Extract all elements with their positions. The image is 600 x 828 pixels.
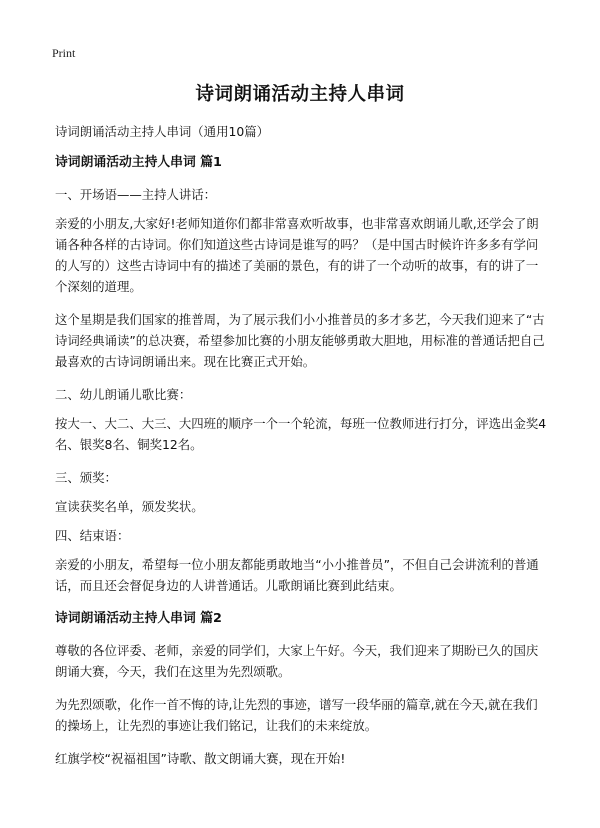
document-body [55, 121, 550, 781]
paragraph: 为先烈颂歌，化作一首不悔的诗,让先烈的事迹，谱写一段华丽的篇章,就在今天,就在我们的操场上，让先烈的事迹让我们铭记，让我们的未来绽放。 [55, 697, 538, 733]
paragraph: 四、结束语： [55, 528, 130, 543]
paragraph: 尊敬的各位评委、老师，亲爱的同学们，大家上午好。今天，我们迎来了期盼已久的国庆朗诵大赛，今天，我们在这里为先烈颂歌。 [55, 643, 539, 679]
paragraph: 三、颁奖： [55, 470, 117, 485]
paragraph: 这个星期是我们国家的推普周，为了展示我们小小推普员的多才多艺，今天我们迎来了“古诗词经典诵读”的总决赛，希望参加比赛的小朋友能够勇敢大胆地，用标准的普通话把自己最喜欢的古诗词朗诵出来。现在比赛正式开始。 [55, 312, 545, 369]
section-heading-1: 诗词朗诵活动主持人串词 篇1 [55, 155, 222, 170]
document-subtitle: 诗词朗诵活动主持人串词（通用10篇） [55, 124, 270, 139]
page-title: 诗词朗诵活动主持人串词 [195, 84, 405, 105]
paragraph: 一、开场语——主持人讲话： [55, 187, 217, 202]
print-link[interactable]: Print [52, 46, 76, 60]
paragraph: 亲爱的小朋友，希望每一位小朋友都能勇敢地当“小小推普员”，不但自己会讲流利的普通话，而且还会督促身边的人讲普通话。儿歌朗诵比赛到此结束。 [55, 557, 539, 593]
paragraph: 亲爱的小朋友,大家好!老师知道你们都非常喜欢听故事，也非常喜欢朗诵儿歌,还学会了朗诵各种各样的古诗词。你们知道这些古诗词是谁写的吗？（是中国古时候许许多多有学问的人写的）这些古诗词中有的描述了美丽的景色，有的讲了一个动听的故事，有的讲了一个深刻的道理。 [55, 216, 539, 294]
paragraph: 宣读获奖名单，颁发奖状。 [55, 499, 204, 514]
section-heading-2: 诗词朗诵活动主持人串词 篇2 [55, 611, 222, 626]
paragraph: 二、幼儿朗诵儿歌比赛： [55, 387, 192, 402]
paragraph: 红旗学校“祝福祖国”诗歌、散文朗诵大赛，现在开始! [55, 751, 346, 766]
paragraph: 按大一、大二、大三、大四班的顺序一个一个轮流，每班一位教师进行打分，评选出金奖4名、银奖8名、铜奖12名。 [55, 416, 547, 452]
